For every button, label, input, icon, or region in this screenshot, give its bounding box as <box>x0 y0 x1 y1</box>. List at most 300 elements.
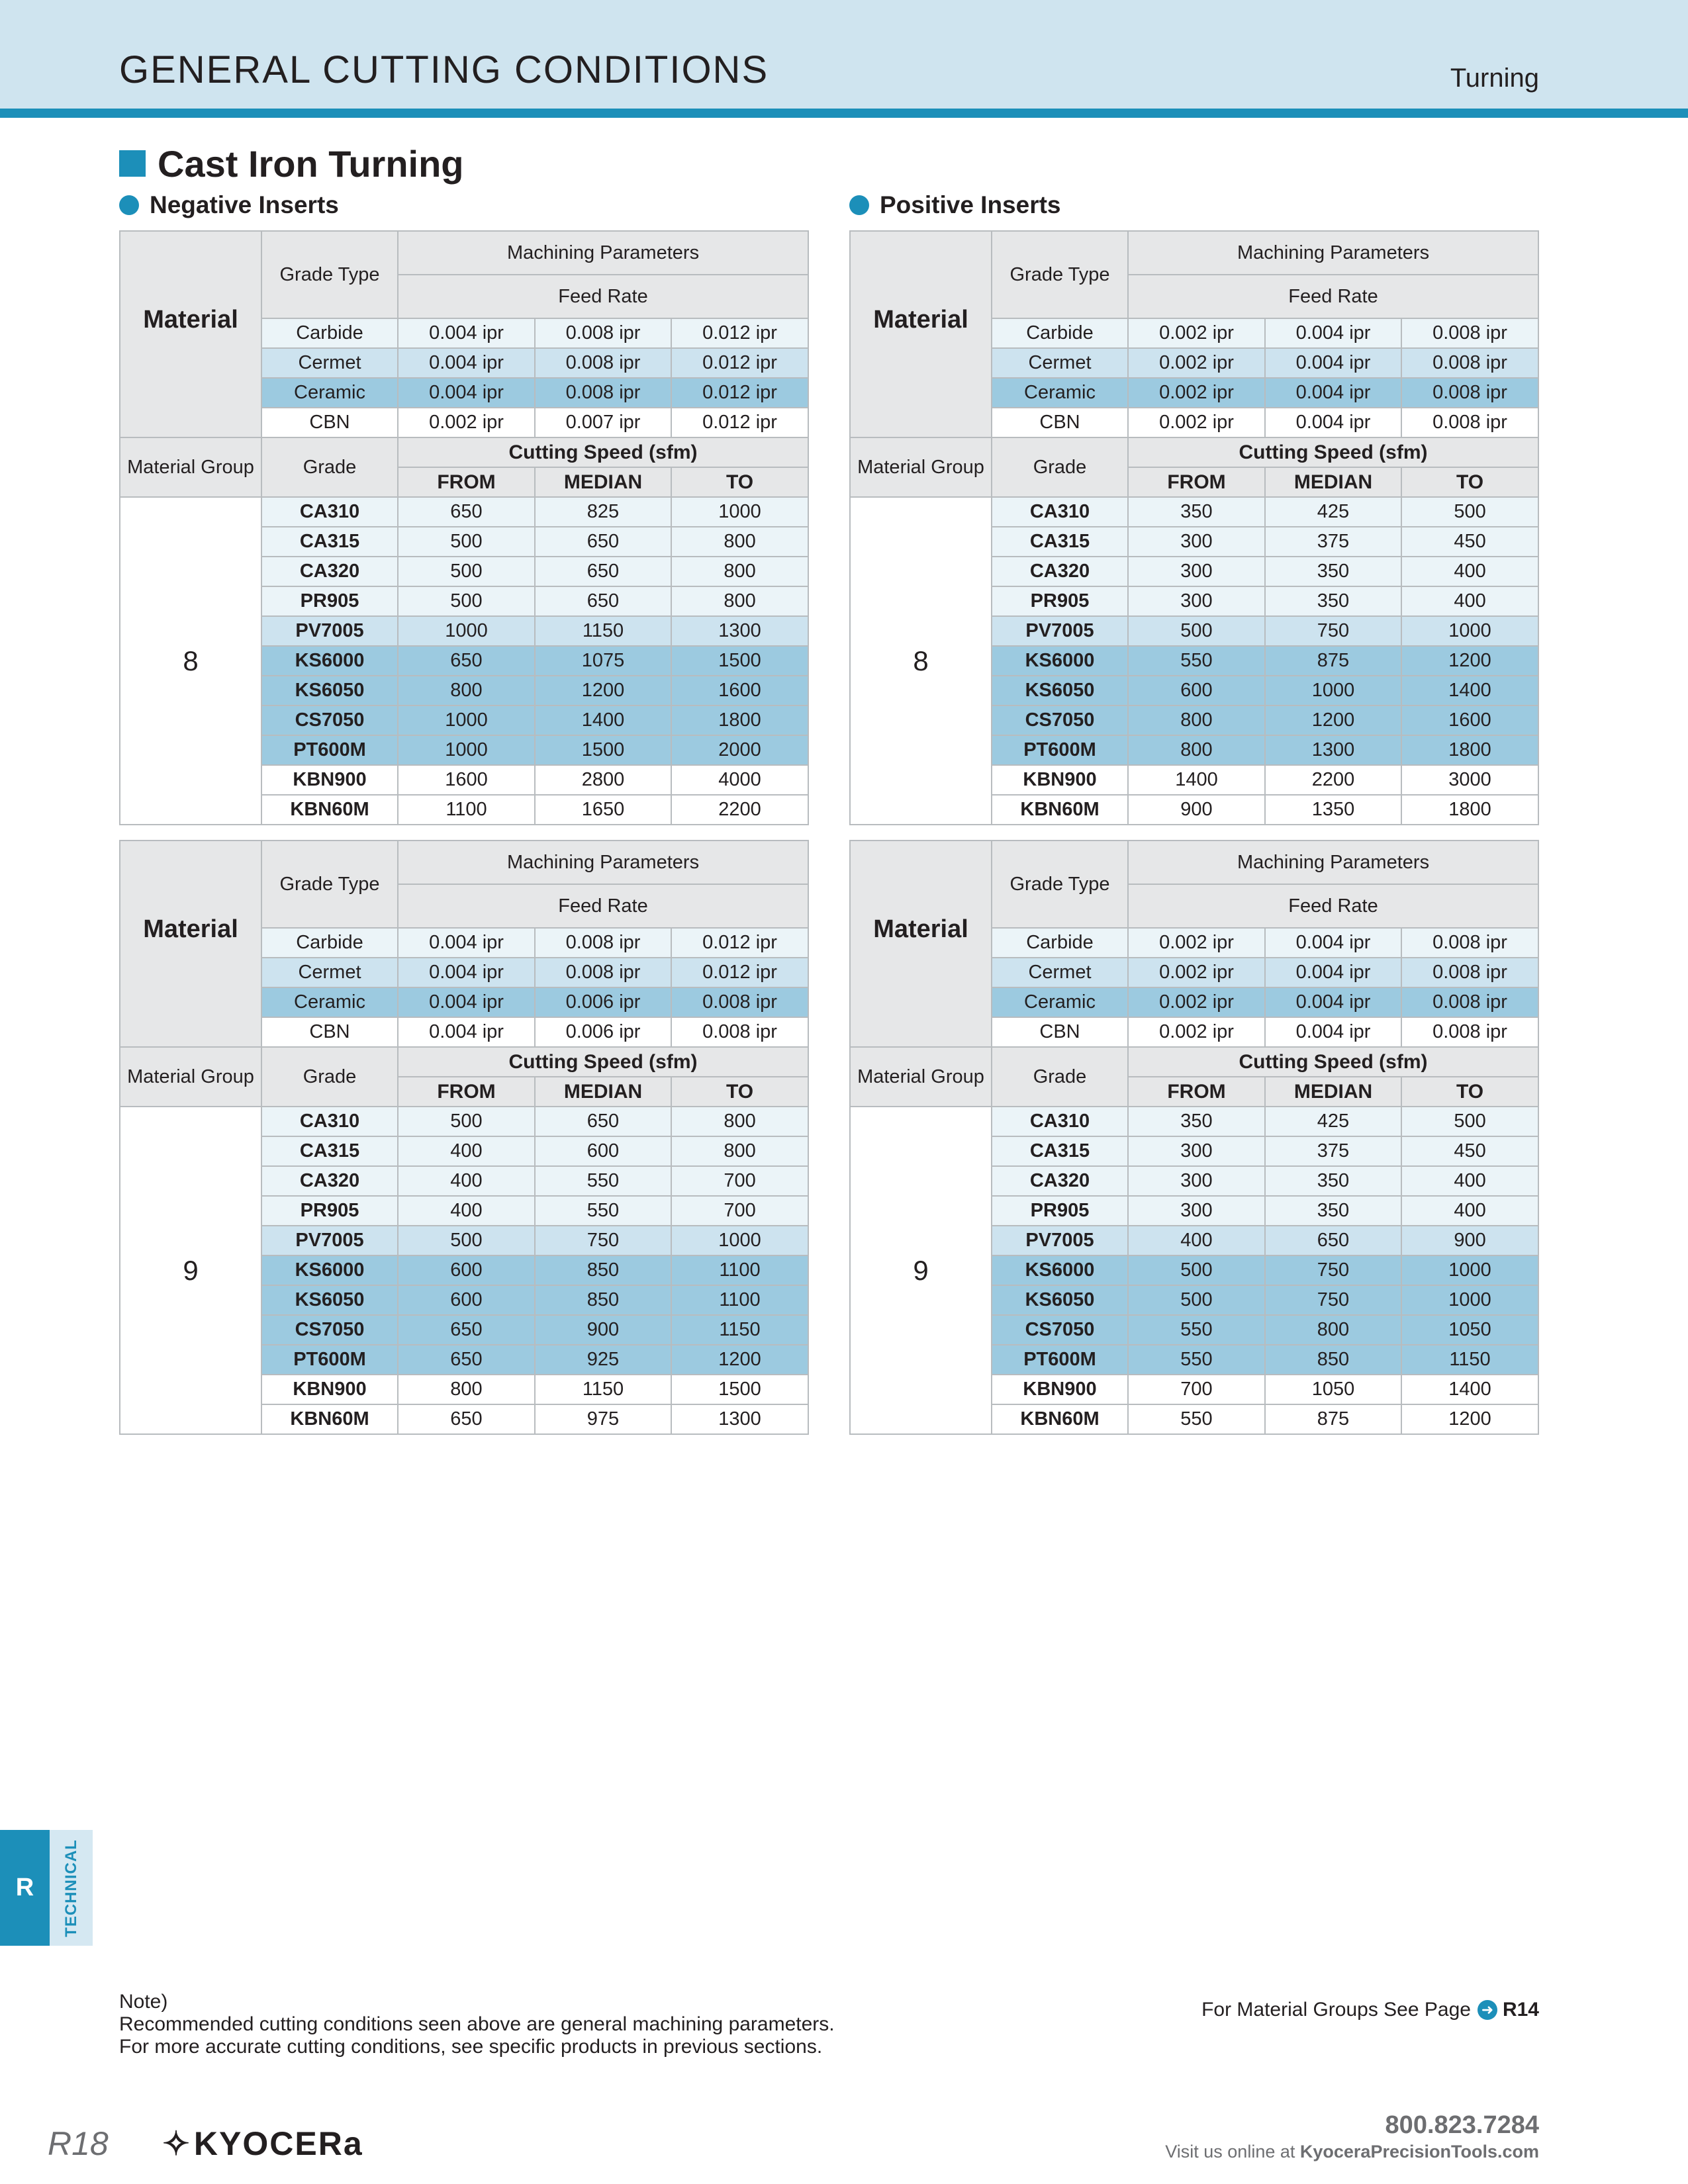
material-group-value: 8 <box>120 497 261 825</box>
cutting-speed-cell: 1600 <box>398 765 535 795</box>
kyocera-logo <box>162 2124 363 2163</box>
cutting-speed-cell: 800 <box>671 1136 808 1166</box>
grade-type-header: Grade Type <box>261 231 398 318</box>
median-header: MEDIAN <box>1265 1077 1401 1107</box>
grade-type-cell: CBN <box>261 408 398 437</box>
material-header-spacer <box>120 1017 261 1047</box>
cutting-speed-cell: 1000 <box>398 616 535 646</box>
table-row <box>850 497 1538 527</box>
grade-type-cell: Cermet <box>992 348 1128 378</box>
grade-name: PV7005 <box>261 616 398 646</box>
grade-type-cell: Ceramic <box>261 987 398 1017</box>
cutting-speed-cell: 500 <box>398 1107 535 1136</box>
grade-name: CA310 <box>261 1107 398 1136</box>
material-groups-text: For Material Groups See Page <box>1201 1999 1471 2021</box>
cutting-speed-cell: 800 <box>1265 1315 1401 1345</box>
cutting-speed-header: Cutting Speed (sfm) <box>1128 437 1538 467</box>
material-groups-page-link[interactable]: R14 <box>1502 1999 1539 2021</box>
to-header: TO <box>1401 467 1538 497</box>
material-group-header: Material Group <box>850 1047 992 1107</box>
feed-rate-cell: 0.012 ipr <box>671 348 808 378</box>
cutting-speed-cell: 1650 <box>535 795 671 825</box>
feed-rate-cell: 0.004 ipr <box>1265 958 1401 987</box>
grade-name: PR905 <box>992 1196 1128 1226</box>
feed-rate-cell: 0.002 ipr <box>1128 348 1265 378</box>
cutting-speed-cell: 2200 <box>671 795 808 825</box>
cutting-speed-cell: 900 <box>1128 795 1265 825</box>
cutting-speed-cell: 1800 <box>671 705 808 735</box>
cutting-speed-cell: 375 <box>1265 527 1401 557</box>
cutting-speed-cell: 800 <box>671 557 808 586</box>
cutting-speed-cell: 750 <box>1265 1255 1401 1285</box>
material-group-header: Material Group <box>850 437 992 497</box>
grade-name: PT600M <box>992 735 1128 765</box>
section-label: Turning <box>1450 64 1539 93</box>
square-bullet-icon <box>119 150 146 177</box>
cutting-speed-cell: 550 <box>1128 1315 1265 1345</box>
machining-parameters-header: Machining Parameters <box>1128 841 1538 884</box>
feed-rate-cell: 0.008 ipr <box>1401 378 1538 408</box>
grade-header: Grade <box>992 437 1128 497</box>
feed-rate-cell: 0.008 ipr <box>1401 408 1538 437</box>
cutting-speed-cell: 350 <box>1128 1107 1265 1136</box>
cutting-speed-cell: 1000 <box>1265 676 1401 705</box>
cutting-speed-cell: 700 <box>1128 1375 1265 1404</box>
material-group-header: Material Group <box>120 437 261 497</box>
grade-name: KBN60M <box>261 795 398 825</box>
cutting-speed-cell: 1200 <box>1265 705 1401 735</box>
cutting-speed-cell: 1075 <box>535 646 671 676</box>
grade-name: PV7005 <box>261 1226 398 1255</box>
cutting-speed-cell: 600 <box>398 1285 535 1315</box>
feed-rate-header: Feed Rate <box>1128 275 1538 318</box>
cutting-speed-cell: 1100 <box>398 795 535 825</box>
grade-name: PV7005 <box>992 1226 1128 1255</box>
cutting-speed-cell: 450 <box>1401 527 1538 557</box>
cutting-speed-cell: 3000 <box>1401 765 1538 795</box>
median-header: MEDIAN <box>535 1077 671 1107</box>
cutting-speed-cell: 1800 <box>1401 735 1538 765</box>
feed-rate-cell: 0.008 ipr <box>1401 348 1538 378</box>
feed-row <box>120 1017 808 1047</box>
feed-rate-cell: 0.002 ipr <box>1128 408 1265 437</box>
feed-rate-cell: 0.002 ipr <box>1128 958 1265 987</box>
grade-name: PT600M <box>261 1345 398 1375</box>
cutting-speed-cell: 500 <box>1401 1107 1538 1136</box>
cutting-speed-cell: 800 <box>671 586 808 616</box>
cutting-speed-header: Cutting Speed (sfm) <box>1128 1047 1538 1077</box>
grade-name: CS7050 <box>261 705 398 735</box>
material-header-spacer <box>850 408 992 437</box>
cutting-speed-header: Cutting Speed (sfm) <box>398 437 808 467</box>
cutting-speed-cell: 1300 <box>1265 735 1401 765</box>
positive-inserts-heading <box>849 189 1061 221</box>
website-prefix: Visit us online at <box>1165 2142 1300 2161</box>
note-title: Note) <box>119 1991 168 2013</box>
feed-rate-cell: 0.006 ipr <box>535 1017 671 1047</box>
cutting-speed-cell: 550 <box>1128 1345 1265 1375</box>
side-tab-label-box <box>50 1830 93 1946</box>
cutting-speed-cell: 650 <box>398 646 535 676</box>
cutting-speed-cell: 1350 <box>1265 795 1401 825</box>
feed-rate-cell: 0.002 ipr <box>1128 987 1265 1017</box>
cutting-speed-cell: 1500 <box>671 1375 808 1404</box>
material-groups-reference[interactable] <box>1201 1999 1539 2021</box>
grade-type-cell: Ceramic <box>992 987 1128 1017</box>
side-tab-label: TECHNICAL <box>62 1839 80 1937</box>
cutting-speed-cell: 1000 <box>671 1226 808 1255</box>
material-header: Material <box>120 841 261 1017</box>
cutting-speed-cell: 1100 <box>671 1255 808 1285</box>
grade-header: Grade <box>261 437 398 497</box>
cutting-speed-cell: 300 <box>1128 1136 1265 1166</box>
table-row <box>120 1107 808 1136</box>
feed-rate-cell: 0.004 ipr <box>398 928 535 958</box>
cutting-speed-cell: 375 <box>1265 1136 1401 1166</box>
material-header: Material <box>850 231 992 408</box>
cutting-speed-cell: 1200 <box>1401 1404 1538 1434</box>
cutting-speed-cell: 1200 <box>671 1345 808 1375</box>
cutting-speed-cell: 1150 <box>671 1315 808 1345</box>
machining-parameters-header: Machining Parameters <box>398 231 808 275</box>
cutting-speed-cell: 4000 <box>671 765 808 795</box>
cutting-speed-cell: 800 <box>398 1375 535 1404</box>
grade-name: CS7050 <box>992 705 1128 735</box>
cutting-speed-cell: 875 <box>1265 1404 1401 1434</box>
website-link[interactable]: KyoceraPrecisionTools.com <box>1299 2142 1539 2161</box>
cutting-speed-cell: 1400 <box>535 705 671 735</box>
feed-rate-cell: 0.012 ipr <box>671 928 808 958</box>
feed-rate-cell: 0.004 ipr <box>1265 987 1401 1017</box>
cutting-speed-cell: 300 <box>1128 586 1265 616</box>
feed-rate-cell: 0.004 ipr <box>398 318 535 348</box>
kyocera-logo-mark-icon: ✧ <box>162 2125 190 2162</box>
cutting-speed-cell: 750 <box>535 1226 671 1255</box>
cutting-speed-cell: 350 <box>1265 1196 1401 1226</box>
grade-name: KBN60M <box>992 795 1128 825</box>
cutting-speed-cell: 600 <box>398 1255 535 1285</box>
grade-name: KS6050 <box>261 1285 398 1315</box>
grade-name: KS6050 <box>261 676 398 705</box>
cutting-speed-cell: 350 <box>1265 1166 1401 1196</box>
to-header: TO <box>1401 1077 1538 1107</box>
cutting-speed-cell: 1000 <box>1401 616 1538 646</box>
material-group-value: 9 <box>850 1107 992 1434</box>
cutting-speed-cell: 1000 <box>1401 1285 1538 1315</box>
feed-rate-cell: 0.008 ipr <box>1401 1017 1538 1047</box>
feed-rate-cell: 0.008 ipr <box>1401 987 1538 1017</box>
grade-type-cell: Cermet <box>261 958 398 987</box>
feed-rate-cell: 0.002 ipr <box>1128 378 1265 408</box>
cutting-speed-cell: 1600 <box>671 676 808 705</box>
cutting-speed-cell: 1500 <box>671 646 808 676</box>
feed-rate-cell: 0.012 ipr <box>671 408 808 437</box>
feed-rate-cell: 0.004 ipr <box>1265 1017 1401 1047</box>
feed-rate-cell: 0.002 ipr <box>1128 928 1265 958</box>
grade-name: CS7050 <box>992 1315 1128 1345</box>
cutting-speed-cell: 425 <box>1265 497 1401 527</box>
positive-inserts-group-9-table <box>849 840 1539 1435</box>
feed-rate-cell: 0.008 ipr <box>671 1017 808 1047</box>
kyocera-logo-text: KYOCERa <box>193 2125 363 2162</box>
cutting-speed-cell: 1050 <box>1265 1375 1401 1404</box>
cutting-speed-cell: 550 <box>1128 646 1265 676</box>
grade-name: CA310 <box>992 1107 1128 1136</box>
cutting-speed-cell: 1200 <box>535 676 671 705</box>
cutting-speed-cell: 925 <box>535 1345 671 1375</box>
grade-type-cell: Carbide <box>992 928 1128 958</box>
negative-inserts-text: Negative Inserts <box>150 191 339 218</box>
positive-inserts-group-8-table <box>849 230 1539 825</box>
cutting-speed-cell: 800 <box>671 1107 808 1136</box>
cutting-speed-cell: 550 <box>1128 1404 1265 1434</box>
grade-name: PR905 <box>261 586 398 616</box>
feed-rate-cell: 0.008 ipr <box>1401 958 1538 987</box>
cutting-speed-cell: 350 <box>1265 586 1401 616</box>
side-tab-letter: R <box>0 1830 50 1946</box>
feed-rate-cell: 0.004 ipr <box>398 987 535 1017</box>
cutting-speed-cell: 500 <box>1401 497 1538 527</box>
table-row <box>850 1107 1538 1136</box>
grade-name: CA320 <box>261 1166 398 1196</box>
cutting-speed-cell: 500 <box>398 586 535 616</box>
grade-name: CA315 <box>261 1136 398 1166</box>
cutting-speed-cell: 1500 <box>535 735 671 765</box>
cutting-speed-header: Cutting Speed (sfm) <box>398 1047 808 1077</box>
grade-type-header: Grade Type <box>261 841 398 928</box>
negative-inserts-group-9-table <box>119 840 809 1435</box>
cutting-speed-cell: 650 <box>535 1107 671 1136</box>
cutting-speed-cell: 1800 <box>1401 795 1538 825</box>
cutting-speed-cell: 1150 <box>535 1375 671 1404</box>
material-group-value: 9 <box>120 1107 261 1434</box>
grade-name: CA310 <box>261 497 398 527</box>
median-header: MEDIAN <box>1265 467 1401 497</box>
circle-bullet-icon <box>119 195 139 215</box>
grade-name: KS6000 <box>261 1255 398 1285</box>
feed-rate-cell: 0.002 ipr <box>1128 1017 1265 1047</box>
cutting-speed-cell: 900 <box>1401 1226 1538 1255</box>
cutting-speed-cell: 650 <box>535 527 671 557</box>
feed-row <box>850 408 1538 437</box>
feed-rate-cell: 0.008 ipr <box>1401 318 1538 348</box>
cutting-speed-cell: 975 <box>535 1404 671 1434</box>
feed-rate-cell: 0.004 ipr <box>1265 928 1401 958</box>
note-line-1: Recommended cutting conditions seen above are general machining parameters. <box>119 2013 835 2035</box>
arrow-right-icon: ➜ <box>1477 2000 1497 2020</box>
cutting-speed-cell: 500 <box>1128 616 1265 646</box>
grade-name: PT600M <box>992 1345 1128 1375</box>
feed-rate-cell: 0.004 ipr <box>398 1017 535 1047</box>
feed-rate-cell: 0.008 ipr <box>535 378 671 408</box>
cutting-speed-cell: 650 <box>398 1345 535 1375</box>
cutting-speed-cell: 300 <box>1128 1196 1265 1226</box>
cutting-speed-cell: 825 <box>535 497 671 527</box>
grade-name: CA320 <box>261 557 398 586</box>
material-header-spacer <box>850 1017 992 1047</box>
feed-rate-cell: 0.008 ipr <box>535 928 671 958</box>
grade-name: CA315 <box>992 527 1128 557</box>
cutting-speed-cell: 400 <box>1401 1166 1538 1196</box>
cutting-speed-cell: 400 <box>1401 586 1538 616</box>
cutting-speed-cell: 800 <box>398 676 535 705</box>
from-header: FROM <box>1128 467 1265 497</box>
cutting-speed-cell: 450 <box>1401 1136 1538 1166</box>
grade-name: PT600M <box>261 735 398 765</box>
grade-name: KS6050 <box>992 676 1128 705</box>
cutting-speed-cell: 1000 <box>1401 1255 1538 1285</box>
grade-name: PV7005 <box>992 616 1128 646</box>
note-line-2: For more accurate cutting conditions, see specific products in previous sections. <box>119 2036 823 2058</box>
cutting-speed-cell: 1400 <box>1128 765 1265 795</box>
cutting-speed-cell: 650 <box>1265 1226 1401 1255</box>
cutting-speed-cell: 500 <box>398 1226 535 1255</box>
feed-rate-cell: 0.002 ipr <box>398 408 535 437</box>
feed-rate-cell: 0.012 ipr <box>671 958 808 987</box>
grade-name: KBN900 <box>261 1375 398 1404</box>
feed-rate-cell: 0.004 ipr <box>398 378 535 408</box>
feed-rate-cell: 0.004 ipr <box>1265 378 1401 408</box>
grade-type-cell: Carbide <box>261 928 398 958</box>
phone-number: 800.823.7284 <box>1385 2111 1539 2139</box>
grade-type-cell: Cermet <box>992 958 1128 987</box>
cutting-speed-cell: 800 <box>1128 705 1265 735</box>
cutting-speed-cell: 400 <box>398 1166 535 1196</box>
grade-name: CA320 <box>992 1166 1128 1196</box>
feed-rate-cell: 0.004 ipr <box>1265 348 1401 378</box>
feed-rate-header: Feed Rate <box>398 275 808 318</box>
grade-type-header: Grade Type <box>992 841 1128 928</box>
grade-name: KS6000 <box>261 646 398 676</box>
cutting-speed-cell: 300 <box>1128 1166 1265 1196</box>
grade-type-cell: Carbide <box>992 318 1128 348</box>
cutting-speed-cell: 1400 <box>1401 676 1538 705</box>
grade-header: Grade <box>992 1047 1128 1107</box>
material-group-header: Material Group <box>120 1047 261 1107</box>
grade-type-cell: CBN <box>992 1017 1128 1047</box>
from-header: FROM <box>398 467 535 497</box>
cutting-speed-cell: 300 <box>1128 527 1265 557</box>
cutting-speed-cell: 1200 <box>1401 646 1538 676</box>
grade-name: KBN900 <box>261 765 398 795</box>
cutting-speed-cell: 1000 <box>398 705 535 735</box>
cutting-speed-cell: 650 <box>398 497 535 527</box>
grade-type-cell: CBN <box>261 1017 398 1047</box>
feed-rate-cell: 0.007 ipr <box>535 408 671 437</box>
from-header: FROM <box>398 1077 535 1107</box>
feed-rate-cell: 0.004 ipr <box>398 348 535 378</box>
material-header-spacer <box>120 408 261 437</box>
grade-name: CA315 <box>992 1136 1128 1166</box>
grade-type-cell: Ceramic <box>992 378 1128 408</box>
section-heading <box>119 140 464 187</box>
feed-row <box>120 408 808 437</box>
feed-rate-cell: 0.004 ipr <box>1265 408 1401 437</box>
grade-type-cell: Ceramic <box>261 378 398 408</box>
cutting-speed-cell: 1600 <box>1401 705 1538 735</box>
feed-rate-header: Feed Rate <box>1128 884 1538 928</box>
cutting-speed-cell: 600 <box>1128 676 1265 705</box>
median-header: MEDIAN <box>535 467 671 497</box>
grade-name: CA315 <box>261 527 398 557</box>
cutting-speed-cell: 700 <box>671 1166 808 1196</box>
feed-row <box>850 1017 1538 1047</box>
cutting-speed-cell: 300 <box>1128 557 1265 586</box>
cutting-speed-cell: 425 <box>1265 1107 1401 1136</box>
table-row <box>120 497 808 527</box>
cutting-speed-cell: 850 <box>535 1255 671 1285</box>
grade-type-cell: Cermet <box>261 348 398 378</box>
cutting-speed-cell: 850 <box>535 1285 671 1315</box>
positive-inserts-text: Positive Inserts <box>880 191 1061 218</box>
feed-rate-cell: 0.012 ipr <box>671 378 808 408</box>
grade-name: KS6000 <box>992 646 1128 676</box>
cutting-speed-cell: 350 <box>1265 557 1401 586</box>
negative-inserts-group-8-table <box>119 230 809 825</box>
cutting-speed-cell: 650 <box>535 557 671 586</box>
cutting-speed-cell: 500 <box>1128 1255 1265 1285</box>
cutting-speed-cell: 850 <box>1265 1345 1401 1375</box>
cutting-speed-cell: 1150 <box>1401 1345 1538 1375</box>
cutting-speed-cell: 1000 <box>671 497 808 527</box>
grade-header: Grade <box>261 1047 398 1107</box>
material-group-value: 8 <box>850 497 992 825</box>
feed-rate-cell: 0.002 ipr <box>1128 318 1265 348</box>
grade-type-header: Grade Type <box>992 231 1128 318</box>
cutting-speed-cell: 2200 <box>1265 765 1401 795</box>
cutting-speed-cell: 800 <box>1128 735 1265 765</box>
cutting-speed-cell: 400 <box>1401 557 1538 586</box>
material-header: Material <box>120 231 261 408</box>
cutting-speed-cell: 500 <box>1128 1285 1265 1315</box>
feed-rate-header: Feed Rate <box>398 884 808 928</box>
cutting-speed-cell: 800 <box>671 527 808 557</box>
cutting-speed-cell: 1400 <box>1401 1375 1538 1404</box>
grade-name: KBN900 <box>992 765 1128 795</box>
machining-parameters-header: Machining Parameters <box>398 841 808 884</box>
cutting-speed-cell: 1300 <box>671 1404 808 1434</box>
cutting-speed-cell: 400 <box>398 1136 535 1166</box>
grade-name: CA310 <box>992 497 1128 527</box>
from-header: FROM <box>1128 1077 1265 1107</box>
cutting-speed-cell: 2800 <box>535 765 671 795</box>
to-header: TO <box>671 1077 808 1107</box>
cutting-speed-cell: 400 <box>1128 1226 1265 1255</box>
website-line <box>1165 2142 1539 2162</box>
grade-name: PR905 <box>992 586 1128 616</box>
circle-bullet-icon <box>849 195 869 215</box>
grade-name: KBN900 <box>992 1375 1128 1404</box>
feed-rate-cell: 0.008 ipr <box>535 348 671 378</box>
feed-rate-cell: 0.004 ipr <box>398 958 535 987</box>
grade-name: KBN60M <box>261 1404 398 1434</box>
cutting-speed-cell: 650 <box>535 586 671 616</box>
cutting-speed-cell: 900 <box>535 1315 671 1345</box>
cutting-speed-cell: 1150 <box>535 616 671 646</box>
section-heading-text: Cast Iron Turning <box>158 142 464 185</box>
cutting-speed-cell: 750 <box>1265 1285 1401 1315</box>
feed-rate-cell: 0.008 ipr <box>1401 928 1538 958</box>
cutting-speed-cell: 500 <box>398 527 535 557</box>
cutting-speed-cell: 550 <box>535 1196 671 1226</box>
feed-rate-cell: 0.006 ipr <box>535 987 671 1017</box>
feed-rate-cell: 0.012 ipr <box>671 318 808 348</box>
grade-name: PR905 <box>261 1196 398 1226</box>
cutting-speed-cell: 1100 <box>671 1285 808 1315</box>
feed-rate-cell: 0.008 ipr <box>535 958 671 987</box>
grade-type-cell: CBN <box>992 408 1128 437</box>
grade-name: CA320 <box>992 557 1128 586</box>
